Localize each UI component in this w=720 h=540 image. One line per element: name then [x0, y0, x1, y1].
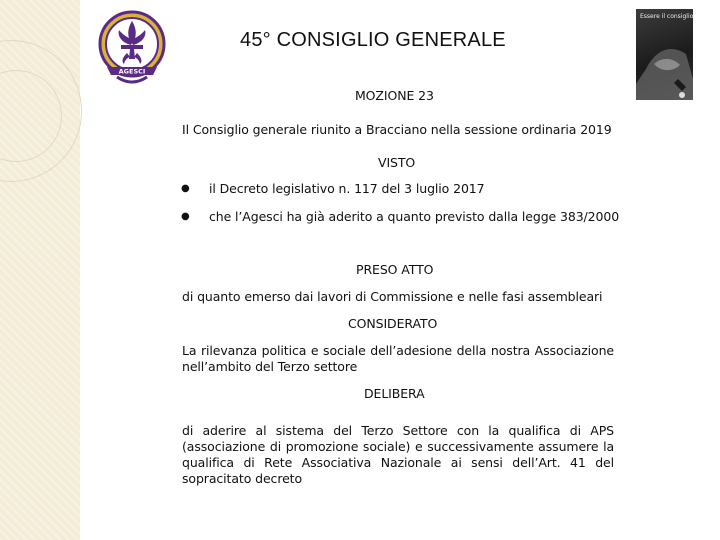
considerato-heading: CONSIDERATO: [348, 316, 438, 331]
visto-heading: VISTO: [378, 155, 416, 170]
cover-title: Essere il consiglio: [640, 13, 693, 20]
preso-atto-heading: PRESO ATTO: [356, 262, 434, 277]
preso-atto-text: di quanto emerso dai lavori di Commissione e nelle fasi assembleari: [182, 289, 603, 304]
visto-item: il Decreto legislativo n. 117 del 3 luglio 2017: [209, 181, 485, 196]
logo-text: AGESCI: [118, 67, 146, 76]
book-cover-image: [636, 9, 693, 100]
delibera-text: di aderire al sistema del Terzo Settore con la qualifica di APS (associazione di promozione sociale) e successivamente assumere la qualifica di Rete Associativa Nazionale ai sensi dell’Art. 41 del sopracitato decreto: [182, 423, 614, 486]
delibera-heading: DELIBERA: [364, 386, 425, 401]
motion-intro: Il Consiglio generale riunito a Bracciano nella sessione ordinaria 2019: [182, 122, 612, 137]
bullet-icon: ●: [181, 183, 190, 194]
agesci-logo: [97, 9, 167, 87]
considerato-text: La rilevanza politica e sociale dell’adesione della nostra Associazione nell’ambito del Terzo settore: [182, 343, 614, 374]
page-title: 45° CONSIGLIO GENERALE: [240, 29, 506, 51]
visto-item: che l’Agesci ha già aderito a quanto previsto dalla legge 383/2000: [209, 209, 620, 224]
motion-number: MOZIONE 23: [355, 88, 434, 103]
bullet-icon: ●: [181, 211, 190, 222]
